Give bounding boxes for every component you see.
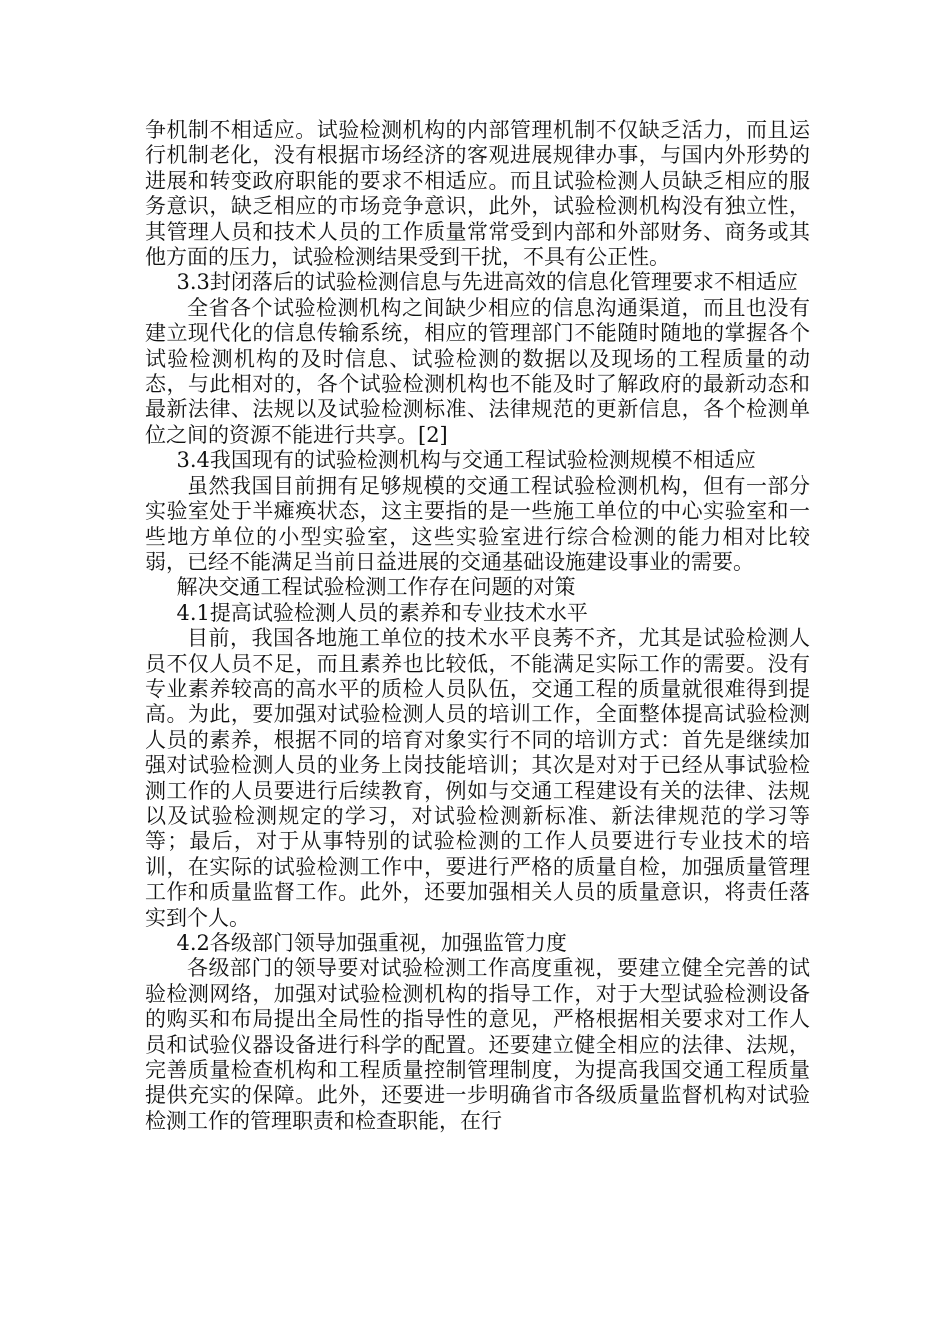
document-page [145, 118, 810, 1134]
body-paragraph-1: 争机制不相适应。试验检测机构的内部管理机制不仅缺乏活力，而且运行机制老化，没有根据市场经济的客观进展规律办事，与国内外形势的进展和转变政府职能的要求不相适应。而且试验检测人员缺乏相应的服务意识，缺乏相应的市场竞争意识，此外，试验检测机构没有独立性，其管理人员和技术人员的工作质量常常受到内部和外部财务、商务或其他方面的压力，试验检测结果受到干扰，不具有公正性。 [145, 118, 810, 270]
section-heading-3-4: 3.4我国现有的试验检测机构与交通工程试验检测规模不相适应 [176, 448, 756, 473]
body-paragraph-4-2: 各级部门的领导要对试验检测工作高度重视，要建立健全完善的试验检测网络，加强对试验检测机构的指导工作，对于大型试验检测设备的购买和布局提出全局性的指导性的意见，严格根据相关要求对工作人员和试验仪器设备进行科学的配置。还要建立健全相应的法律、法规，完善质量检查机构和工程质量控制管理制度，为提高我国交通工程质量提供充实的保障。此外，还要进一步明确省市各级质量监督机构对试验检测工作的管理职责和检查职能，在行 [145, 956, 810, 1133]
section-heading-3-3: 3.3封闭落后的试验检测信息与先进高效的信息化管理要求不相适应 [176, 270, 798, 295]
body-paragraph-3-4: 虽然我国目前拥有足够规模的交通工程试验检测机构，但有一部分实验室处于半瘫痪状态，这主要指的是一些施工单位的中心实验室和一些地方单位的小型实验室，这些实验室进行综合检测的能力相对比较弱，已经不能满足当前日益进展的交通基础设施建设事业的需要。 [145, 473, 810, 574]
section-heading-4: 解决交通工程试验检测工作存在问题的对策 [176, 575, 576, 600]
section-heading-4-2: 4.2各级部门领导加强重视，加强监管力度 [176, 931, 567, 955]
section-heading-4-1: 4.1提高试验检测人员的素养和专业技术水平 [176, 600, 588, 625]
body-paragraph-4-1: 目前，我国各地施工单位的技术水平良莠不齐，尤其是试验检测人员不仅人员不足，而且素养也比较低，不能满足实际工作的需要。没有专业素养较高的高水平的质检人员队伍，交通工程的质量就很难得到提高。为此，要加强对试验检测人员的培训工作，全面整体提高试验检测人员的素养，根据不同的培育对象实行不同的培训方式：首先是继续加强对试验检测人员的业务上岗技能培训；其次是对对于已经从事试验检测工作的人员要进行后续教育，例如与交通工程建设有关的法律、法规以及试验检测规定的学习，对试验检测新标准、新法律规范的学习等等；最后，对于从事特别的试验检测的工作人员要进行专业技术的培训，在实际的试验检测工作中，要进行严格的质量自检，加强质量管理工作和质量监督工作。此外，还要加强相关人员的质量意识，将责任落实到个人。 [145, 626, 810, 930]
body-paragraph-3-3: 全省各个试验检测机构之间缺少相应的信息沟通渠道，而且也没有建立现代化的信息传输系统，相应的管理部门不能随时随地的掌握各个试验检测机构的及时信息、试验检测的数据以及现场的工程质量的动态，与此相对的，各个试验检测机构也不能及时了解政府的最新动态和最新法律、法规以及试验检测标准、法律规范的更新信息，各个检测单位之间的资源不能进行共享。[2] [145, 295, 810, 447]
